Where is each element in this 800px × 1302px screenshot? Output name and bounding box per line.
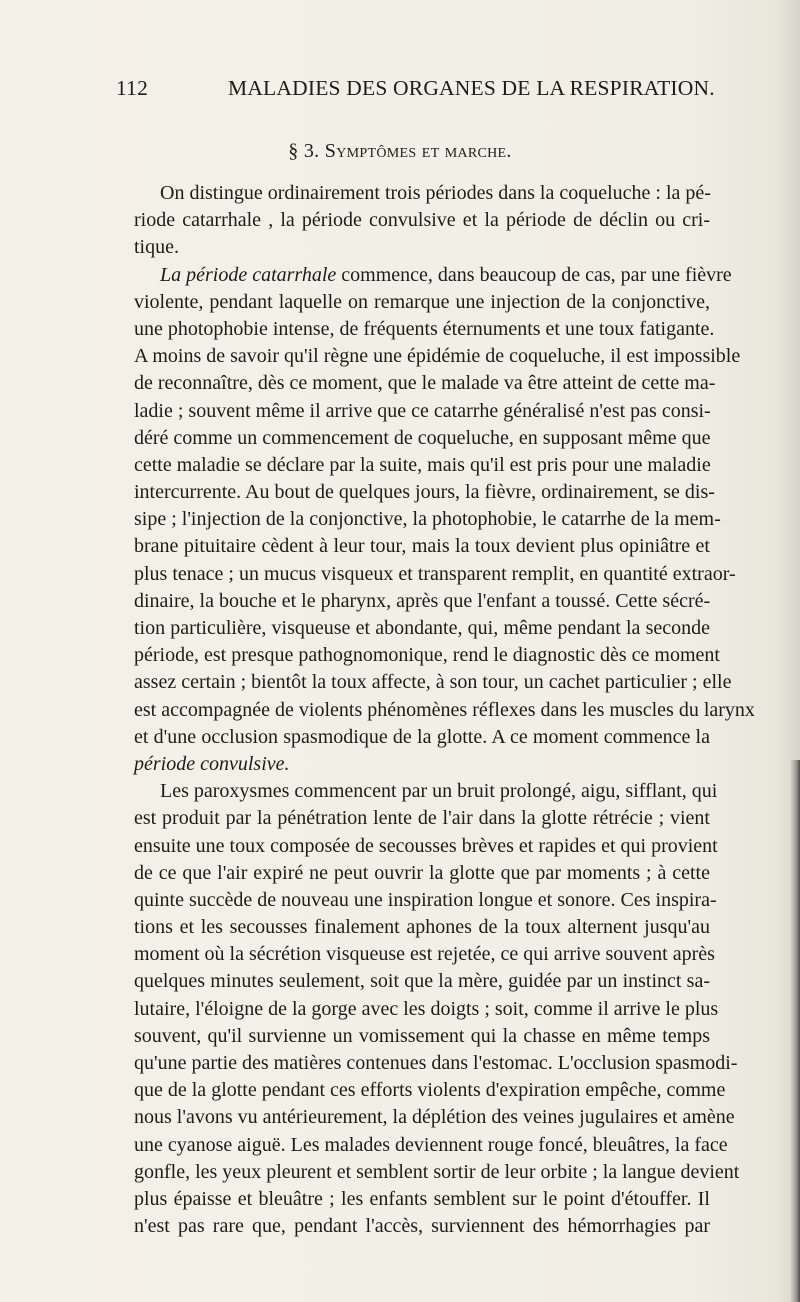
- text-line: plus tenace ; un mucus visqueux et transparent remplit, en quantité extraor-: [134, 562, 736, 585]
- text-line: On distingue ordinairement trois périodes dans la coqueluche : la pé-: [160, 182, 711, 204]
- text-line: est accompagnée de violents phénomènes réflexes dans les muscles du larynx: [134, 698, 755, 721]
- body-text: [134, 180, 755, 1240]
- text-line: Les paroxysmes commencent par un bruit prolongé, aigu, sifflant, qui: [160, 780, 718, 803]
- italic-term: période convulsive.: [134, 752, 290, 775]
- text-line: tion particulière, visqueuse et abondante, qui, même pendant la seconde: [134, 617, 710, 639]
- text-line: une cyanose aiguë. Les malades deviennent rouge foncé, bleuâtres, la face: [134, 1133, 728, 1156]
- text-line: quinte succède de nouveau une inspiration longue et sonore. Ces inspira-: [134, 888, 717, 911]
- text-line: [134, 751, 710, 778]
- running-title: MALADIES DES ORGANES DE LA RESPIRATION.: [228, 76, 715, 100]
- section-title: Symptômes et marche.: [324, 140, 512, 162]
- text-line: une photophobie intense, de fréquents éternuments et une toux fatigante.: [134, 317, 715, 340]
- page-edge-shadow: [790, 760, 800, 1302]
- text-line: violente, pendant laquelle on remarque une injection de la conjonctive,: [134, 290, 710, 313]
- text-line: tions et les secousses finalement aphones de la toux alternent jusqu'au: [134, 916, 710, 939]
- text-line: qu'une partie des matières contenues dans l'estomac. L'occlusion spasmodi-: [134, 1052, 738, 1074]
- text-line: période, est presque pathognomonique, rend le diagnostic dès ce moment: [134, 644, 720, 667]
- text-line: brane pituitaire cèdent à leur tour, mais la toux devient plus opiniâtre et: [134, 535, 710, 558]
- text-line: et d'une occlusion spasmodique de la glotte. A ce moment commence la: [134, 725, 710, 748]
- text-line: dinaire, la bouche et le pharynx, après que l'enfant a toussé. Cette sécré-: [134, 589, 711, 612]
- text-line: lutaire, l'éloigne de la gorge avec les doigts ; soit, comme il arrive le plus: [134, 997, 719, 1020]
- text-line: sipe ; l'injection de la conjonctive, la photophobie, le catarrhe de la mem-: [134, 508, 721, 531]
- text-run: commence, dans beaucoup de cas, par une fièvre: [336, 263, 732, 286]
- text-line: ensuite une toux composée de secousses brèves et rapides et qui provient: [134, 834, 718, 857]
- text-line: de reconnaître, dès ce moment, que le malade va être atteint de cette ma-: [134, 372, 716, 395]
- running-head: [116, 76, 716, 106]
- text-line: de ce que l'air expiré ne peut ouvrir la glotte que par moments ; à cette: [134, 861, 710, 884]
- text-line: riode catarrhale , la période convulsive et la période de déclin ou cri-: [134, 209, 710, 232]
- text-line: n'est pas rare que, pendant l'accès, surviennent des hémorrhagies par: [134, 1215, 710, 1238]
- section-heading: [0, 140, 800, 163]
- text-line: souvent, qu'il survienne un vomissement qui la chasse en même temps: [134, 1024, 710, 1047]
- text-line: déré comme un commencement de coqueluche, en supposant même que: [134, 426, 711, 449]
- text-line: cette maladie se déclare par la suite, mais qu'il est pris pour une maladie: [134, 453, 711, 476]
- section-number: § 3.: [288, 140, 320, 162]
- text-line: assez certain ; bientôt la toux affecte, à son tour, un cachet particulier ; elle: [134, 671, 732, 694]
- page-number: 112: [116, 76, 149, 100]
- text-line: ladie ; souvent même il arrive que ce catarrhe généralisé n'est pas consi-: [134, 399, 711, 422]
- text-line: [134, 262, 732, 289]
- text-line: que de la glotte pendant ces efforts violents d'expiration empêche, comme: [134, 1079, 726, 1102]
- text-line: tique.: [134, 236, 179, 259]
- italic-term: La période catarrhale: [160, 263, 337, 286]
- text-line: intercurrente. Au bout de quelques jours, la fièvre, ordinairement, se dis-: [134, 481, 715, 504]
- text-line: quelques minutes seulement, soit que la mère, guidée par un instinct sa-: [134, 970, 710, 993]
- text-line: plus épaisse et bleuâtre ; les enfants semblent sur le point d'étouffer. Il: [134, 1187, 710, 1210]
- text-line: moment où la sécrétion visqueuse est rejetée, ce qui arrive souvent après: [134, 943, 715, 966]
- text-line: A moins de savoir qu'il règne une épidémie de coqueluche, il est impossible: [134, 345, 741, 368]
- text-line: gonfle, les yeux pleurent et semblent sortir de leur orbite ; la langue devient: [134, 1160, 740, 1183]
- text-line: est produit par la pénétration lente de l'air dans la glotte rétrécie ; vient: [134, 807, 710, 830]
- text-line: nous l'avons vu antérieurement, la déplétion des veines jugulaires et amène: [134, 1106, 735, 1129]
